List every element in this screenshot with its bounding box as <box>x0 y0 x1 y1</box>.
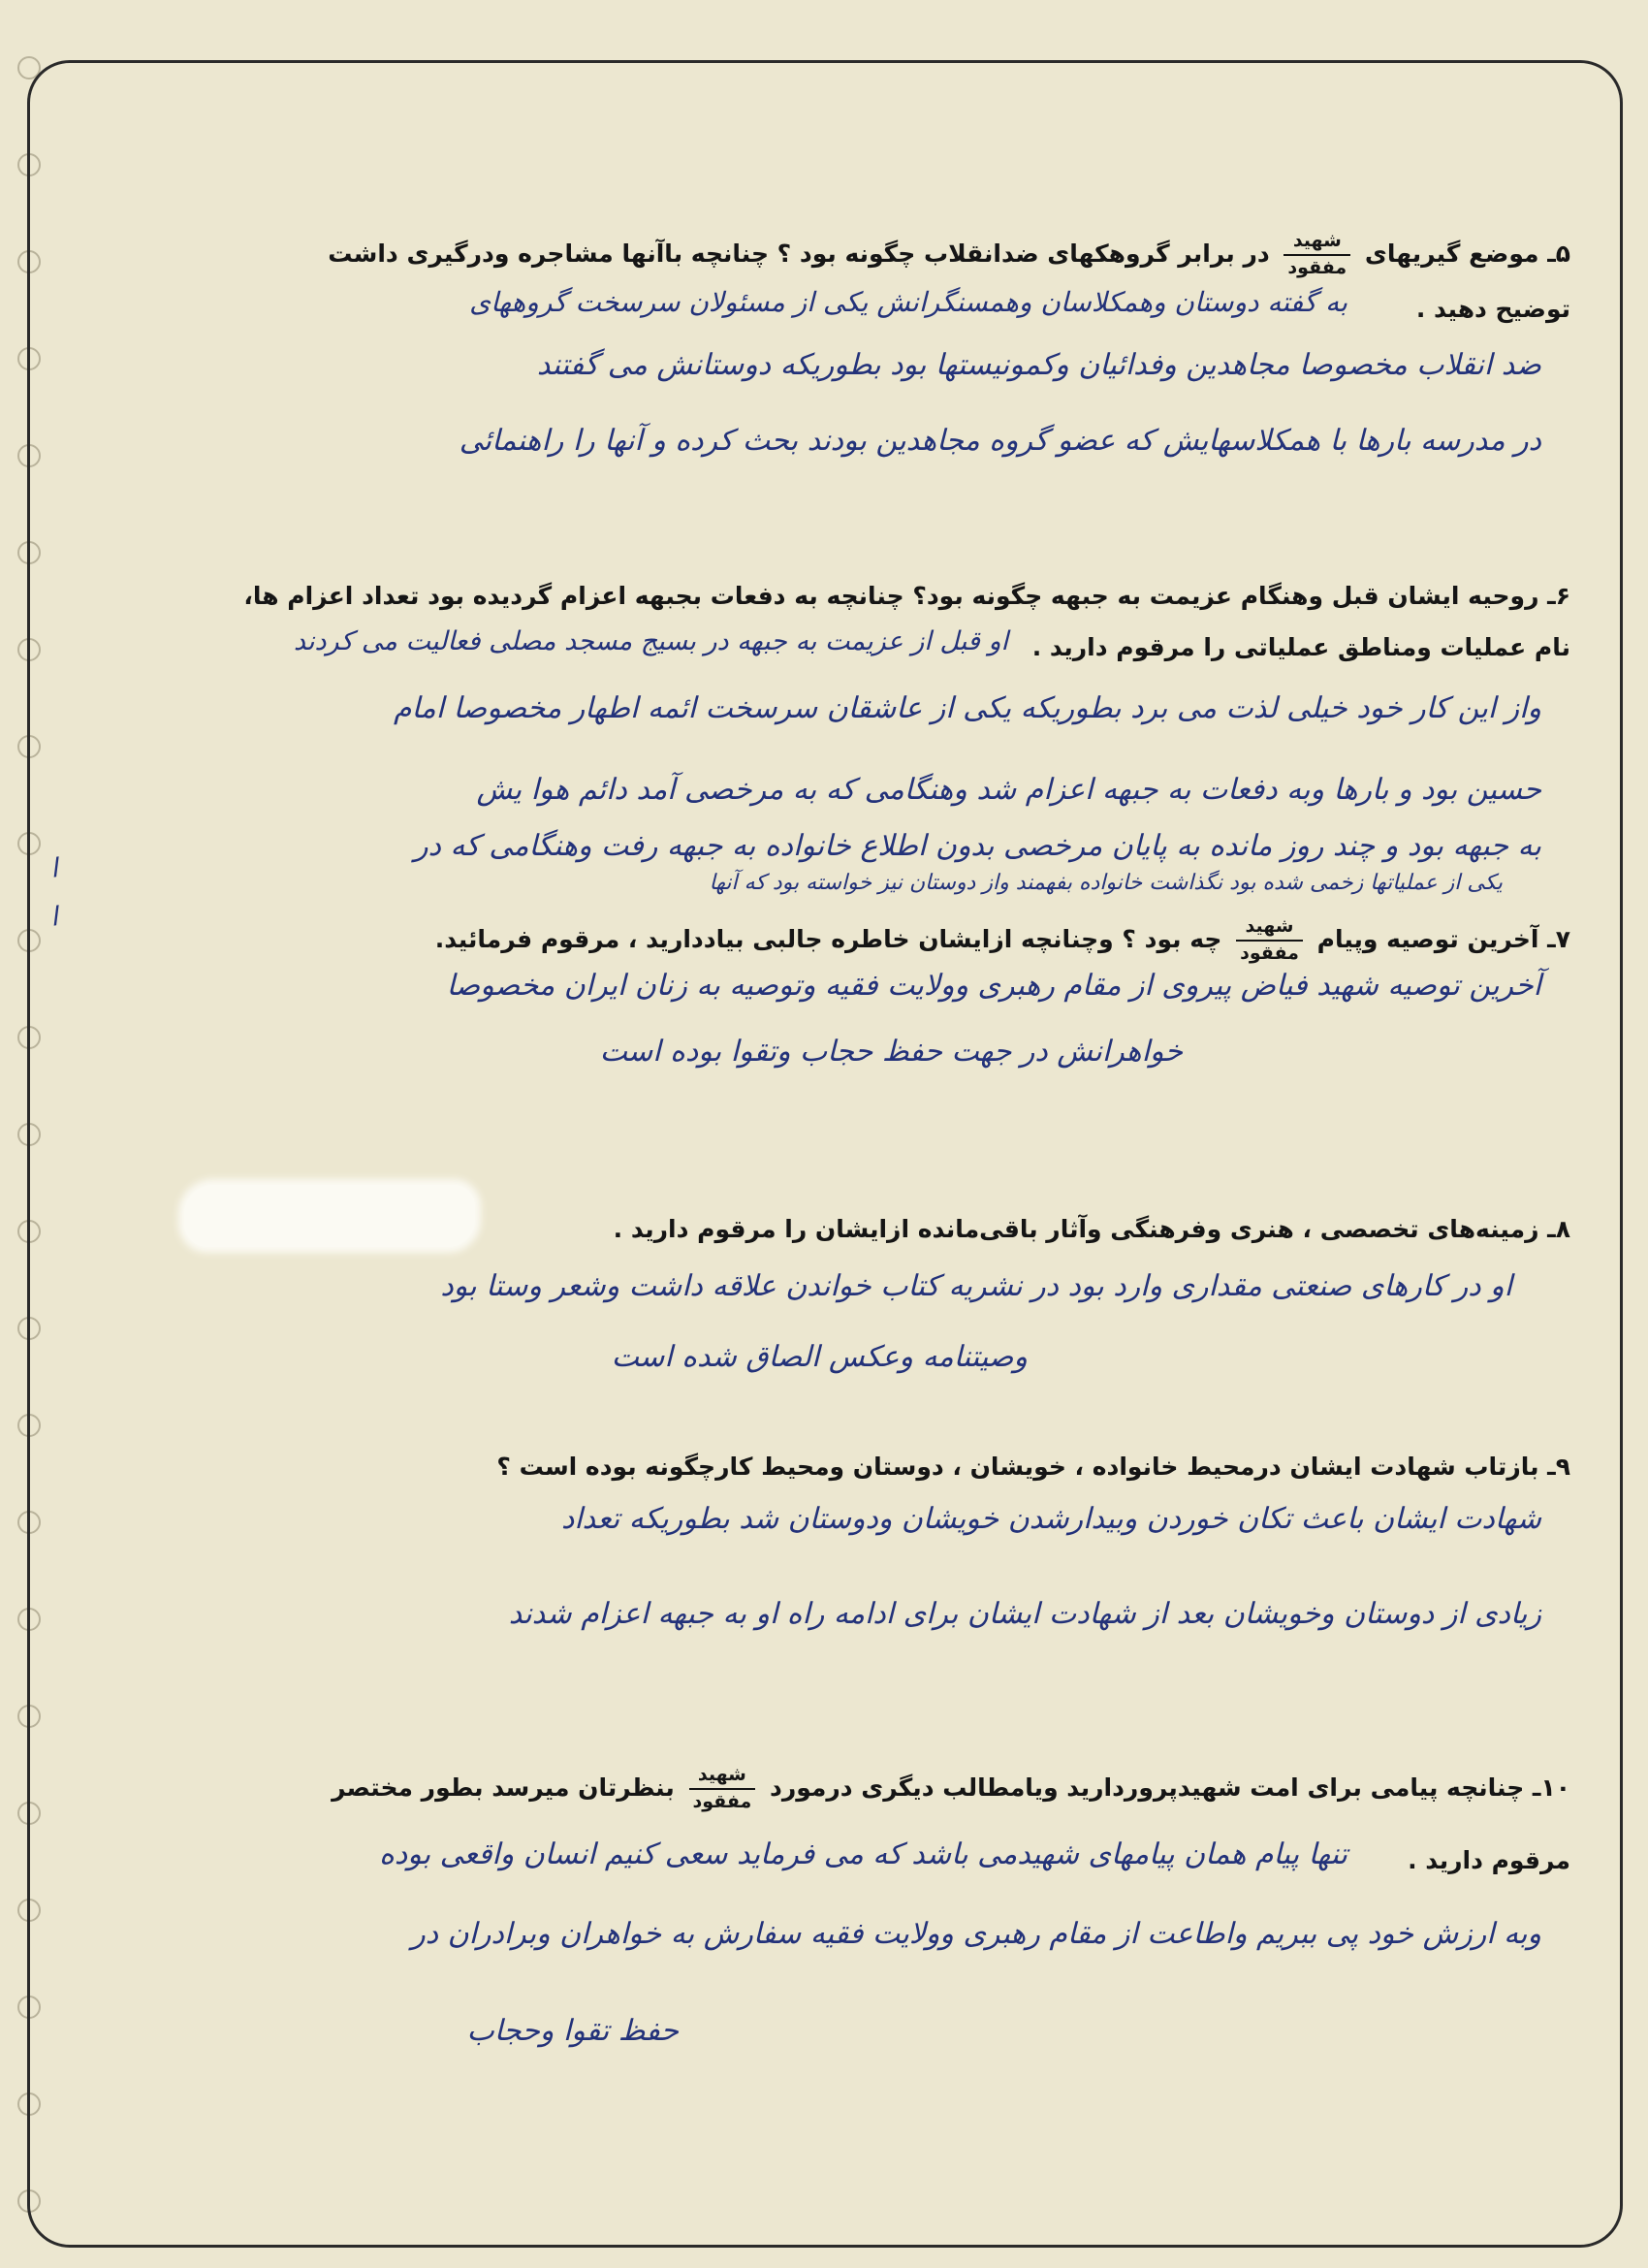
answer-8-line-1: او در کارهای صنعتی مقداری وارد بود در نشریه کتاب خواندن علاقه داشت وشعر وستا بود <box>440 1269 1512 1303</box>
question-6-line-2: نام عملیات ومناطق عملیاتی را مرقوم دارید . <box>1031 633 1570 661</box>
answer-8-line-2: وصیتنامه وعکس الصاق شده است <box>611 1340 1028 1374</box>
fraction-top: شهید <box>1284 231 1350 256</box>
answer-6-line-5: یکی از عملیاتها زخمی شده بود نگذاشت خانواده بفهمند واز دوستان نیز خواسته بود که آنها <box>709 871 1503 895</box>
answer-7-line-2: خواهرانش در جهت حفظ حجاب وتقوا بوده است <box>599 1035 1183 1069</box>
answer-10-line-3: حفظ تقوا وحجاب <box>466 2014 679 2048</box>
question-7-text-end: چه بود ؟ وچنانچه ازایشان خاطره جالبی بیاددارید ، مرقوم فرمائید. <box>434 924 1222 953</box>
question-10-text-end: بنظرتان میرسد بطور مختصر <box>332 1773 675 1802</box>
question-8: ۸ـ زمینه‌های تخصصی ، هنری وفرهنگی وآثار باقی‌مانده ازایشان را مرقوم دارید . <box>613 1215 1570 1243</box>
margin-note-left-1: ا <box>48 853 60 884</box>
question-7-text-start: ۷ـ آخرین توصیه وپیام <box>1316 924 1570 953</box>
question-7 <box>435 916 1570 965</box>
question-10 <box>332 1765 1570 1813</box>
question-5-text-end: در برابر گروهکهای ضدانقلاب چگونه بود ؟ چنانچه باآنها مشاجره ودرگیری داشت <box>328 239 1270 268</box>
answer-7-line-1: آخرین توصیه شهید فیاض پیروی از مقام رهبری وولایت فقیه وتوصیه به زنان ایران مخصوصا <box>446 969 1541 1003</box>
fraction-bottom: مفقود <box>692 1790 752 1812</box>
question-10-line-2: مرقوم دارید . <box>1408 1846 1570 1874</box>
question-5-text-start: ۵ـ موضع گیریهای <box>1364 239 1570 268</box>
answer-10-line-2: وبه ارزش خود پی ببریم واطاعت از مقام رهبری وولایت فقیه سفارش به خواهران وبرادران در <box>411 1917 1541 1951</box>
answer-6-line-4: به جبهه بود و چند روز مانده به پایان مرخصی بدون اطلاع خانواده به جبهه رفت وهنگامی که در <box>414 829 1541 863</box>
margin-note-left-2: ا <box>48 902 60 933</box>
answer-5-line-3: در مدرسه بارها با همکلاسهایش که عضو گروه مجاهدین بودند بحث کرده و آنها را راهنمائی <box>459 424 1541 458</box>
question-5 <box>328 231 1570 279</box>
question-10-text-start: ۱۰ـ چنانچه پیامی برای امت شهیدپرورداريد ویامطالب دیگری درمورد <box>770 1773 1570 1802</box>
question-5-line-2: توضیح دهید . <box>1415 295 1570 323</box>
correction-fluid-mark <box>184 1185 475 1247</box>
martyr-missing-fraction <box>689 1765 756 1813</box>
question-6: ۶ـ روحیه ایشان قبل وهنگام عزیمت به جبهه چگونه بود؟ چنانچه به دفعات بجبهه اعزام گردیده بود تعداد اعزام ها، <box>243 582 1570 610</box>
answer-10-line-1: تنها پیام همان پیامهای شهیدمی باشد که می فرماید سعی کنیم انسان واقعی بوده <box>379 1837 1347 1871</box>
answer-6-line-3: حسین بود و بارها وبه دفعات به جبهه اعزام شد وهنگامی که به مرخصی آمد دائم هوا یش <box>476 773 1541 807</box>
fraction-bottom: مفقود <box>1287 256 1347 278</box>
question-9: ۹ـ بازتاب شهادت ایشان درمحیط خانواده ، خویشان ، دوستان ومحیط کارچگونه بوده است ؟ <box>496 1453 1570 1481</box>
answer-6-line-2: واز این کار خود خیلی لذت می برد بطوریکه یکی از عاشقان سرسخت ائمه اطهار مخصوصا امام <box>393 691 1541 725</box>
fraction-top: شهید <box>1236 916 1303 942</box>
answer-9-line-1: شهادت ایشان باعث تکان خوردن وبیدارشدن خویشان ودوستان شد بطوریکه تعداد <box>560 1502 1541 1536</box>
answer-5-line-1: به گفته دوستان وهمکلاسان وهمسنگرانش یکی از مسئولان سرسخت گروههای <box>469 286 1347 318</box>
fraction-top: شهید <box>689 1765 756 1790</box>
martyr-missing-fraction <box>1284 231 1350 279</box>
fraction-bottom: مفقود <box>1240 942 1299 964</box>
martyr-missing-fraction <box>1236 916 1303 965</box>
answer-5-line-2: ضد انقلاب مخصوصا مجاهدین وفدائیان وکمونیستها بود بطوریکه دوستانش می گفتند <box>536 348 1541 382</box>
answer-6-line-1: او قبل از عزیمت به جبهه در بسیج مسجد مصلی فعالیت می کردند <box>293 626 1008 656</box>
answer-9-line-2: زیادی از دوستان وخویشان بعد از شهادت ایشان برای ادامه راه او به جبهه اعزام شدند <box>508 1597 1541 1631</box>
